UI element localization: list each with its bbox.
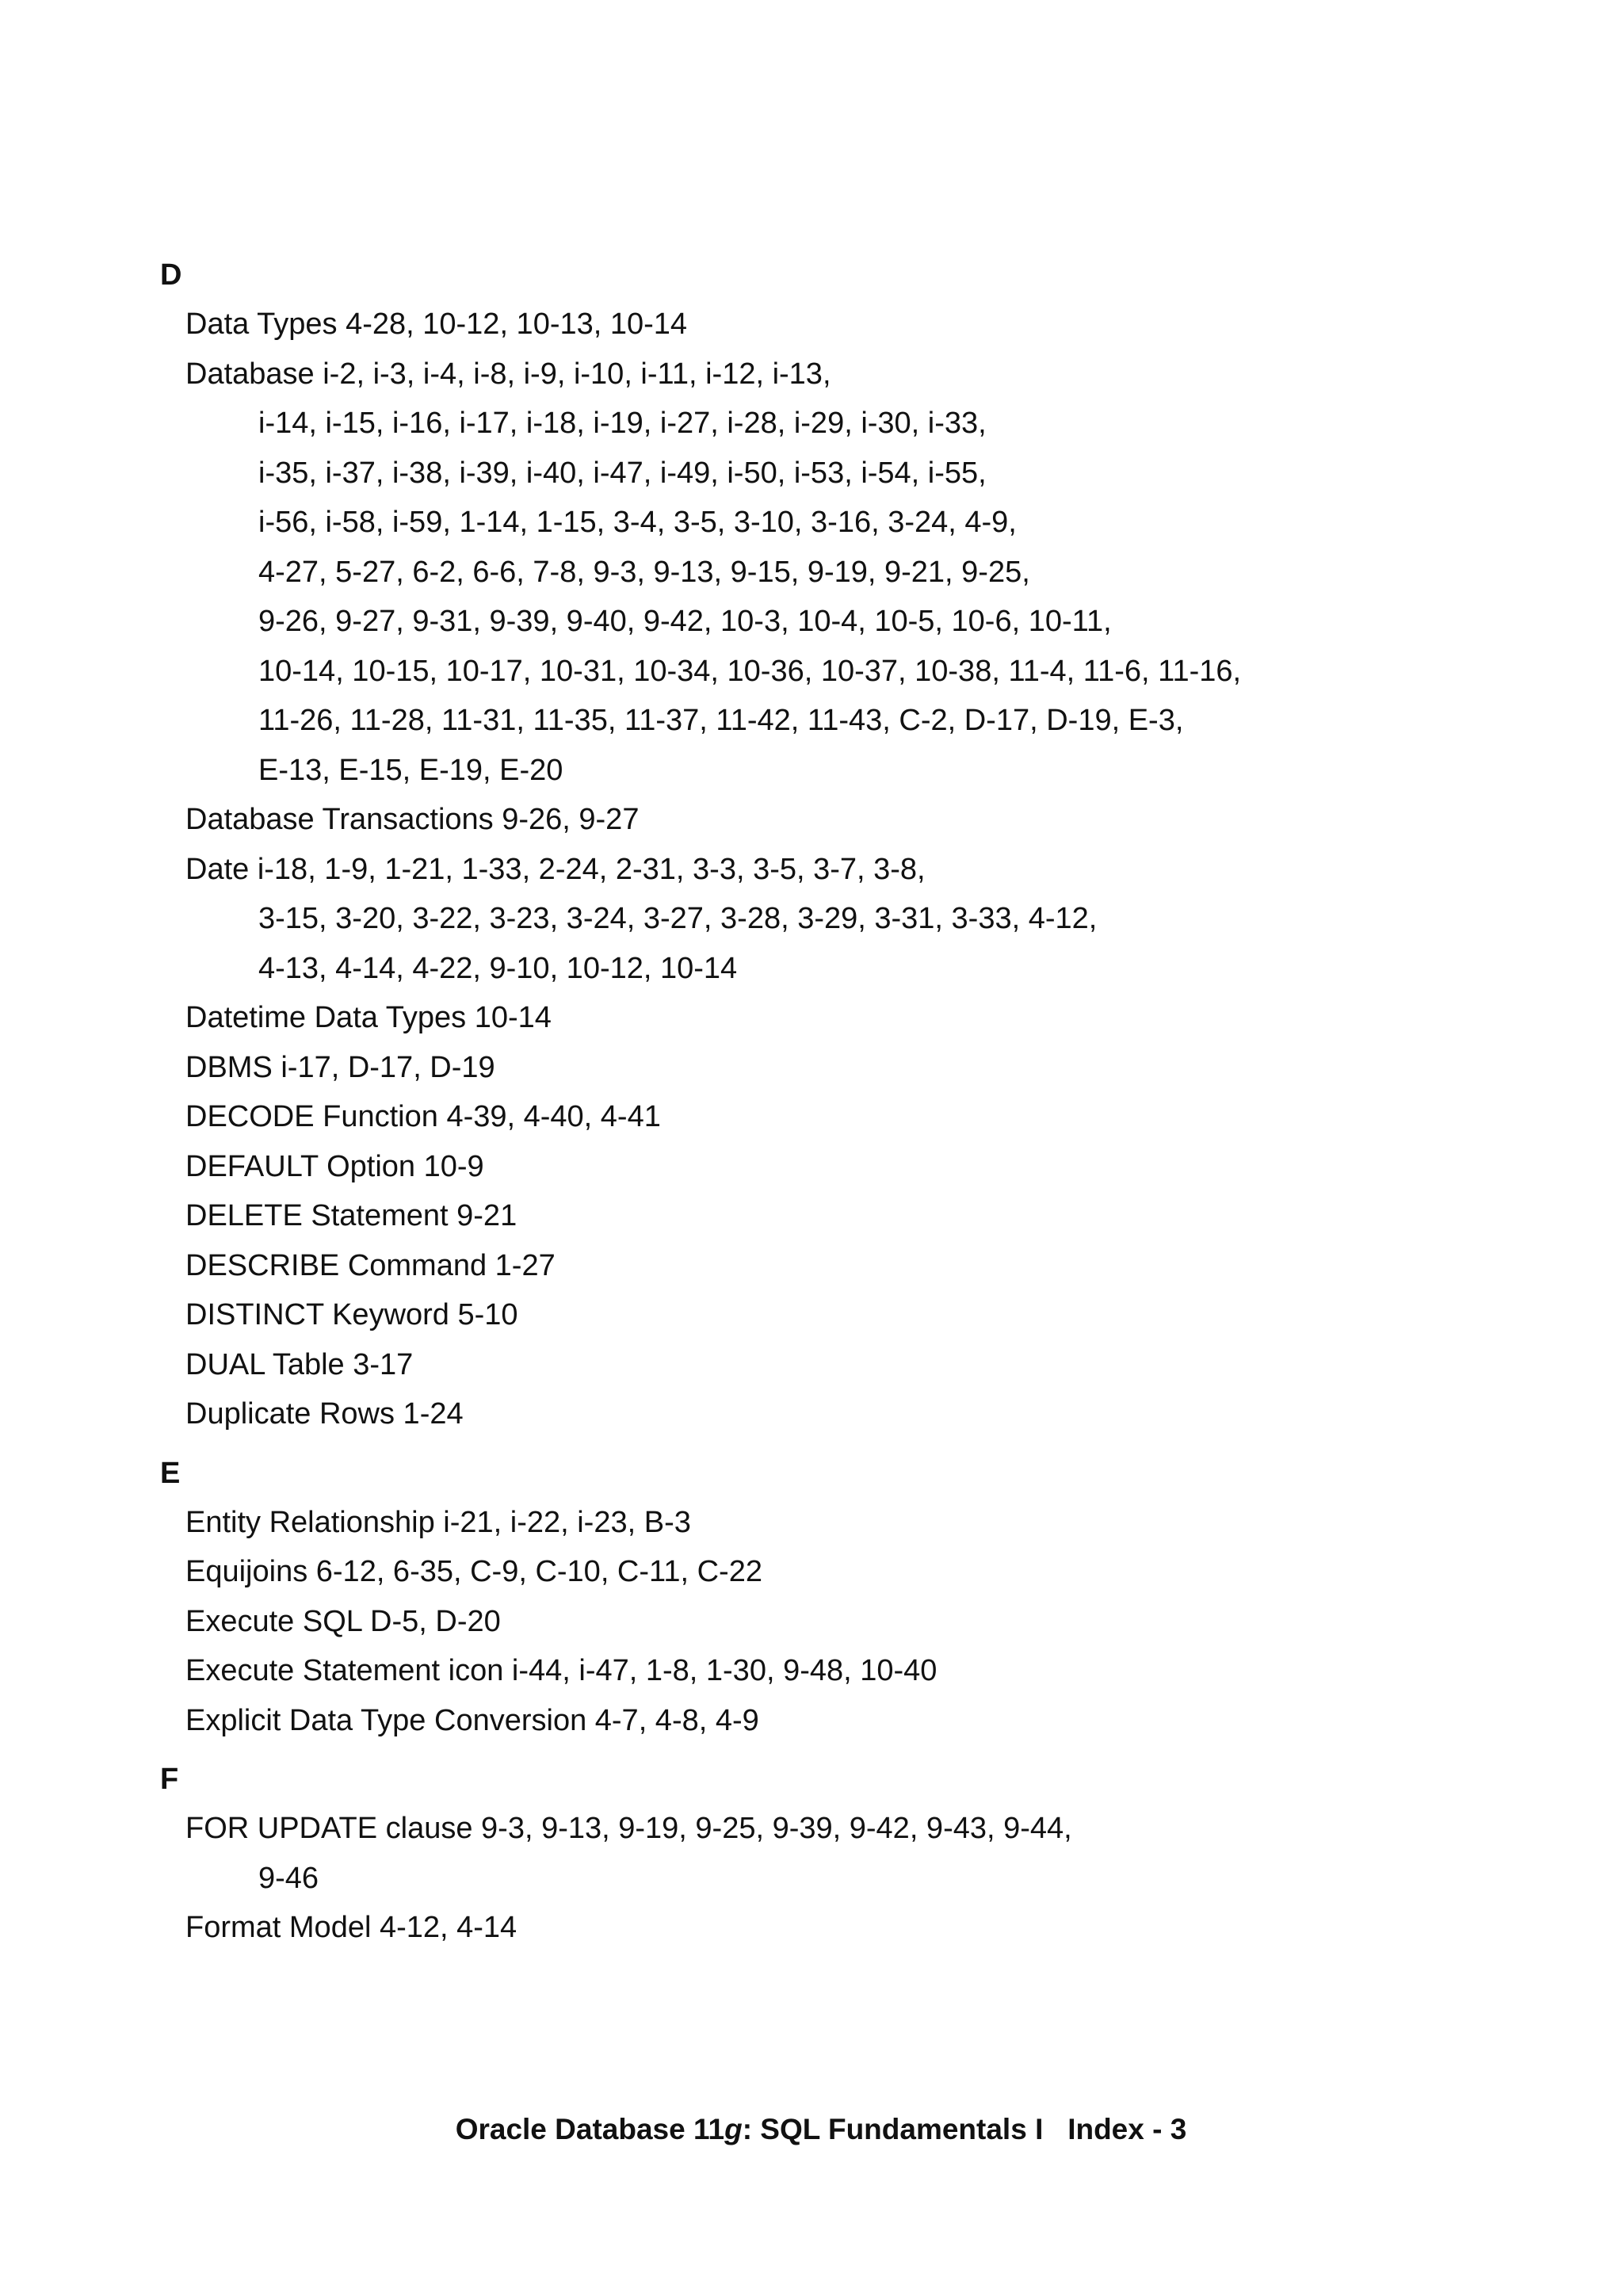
entry-line: DELETE Statement 9-21 [185,1199,517,1232]
entry-line: Datetime Data Types 10-14 [185,1001,552,1034]
entry-line: DEFAULT Option 10-9 [185,1149,484,1183]
entry-continuation-line: 11-26, 11-28, 11-31, 11-35, 11-37, 11-42, 11-43, C-2, D-17, D-19, E-3, [258,704,1184,737]
index-entry [160,1903,1587,1953]
entry-continuation-line: i-14, i-15, i-16, i-17, i-18, i-19, i-27, i-28, i-29, i-30, i-33, [258,407,987,440]
index-entry [160,795,1587,845]
index-entry [160,1498,1587,1548]
index-entry [160,1241,1587,1291]
entry-line: Execute SQL D-5, D-20 [185,1604,501,1638]
entry-line: Explicit Data Type Conversion 4-7, 4-8, 4-9 [185,1703,759,1737]
index-entry [160,350,1587,796]
index-entry [160,1547,1587,1597]
entry-line: DESCRIBE Command 1-27 [185,1248,556,1282]
entry-line: Execute Statement icon i-44, i-47, 1-8, 1-30, 9-48, 10-40 [185,1654,938,1687]
index-entry [160,1646,1587,1696]
footer-title-prefix: Oracle Database 11 [455,2113,725,2145]
index-section [160,1449,1587,1746]
entry-continuation-line: i-35, i-37, i-38, i-39, i-40, i-47, i-49, i-50, i-53, i-54, i-55, [258,456,987,490]
index-entry [160,993,1587,1043]
footer-title-suffix: : SQL Fundamentals I [742,2113,1044,2145]
section-letter: D [160,258,182,292]
index-entry [160,300,1587,350]
index-content [160,250,1587,1953]
entry-continuation-line: 4-27, 5-27, 6-2, 6-6, 7-8, 9-3, 9-13, 9-15, 9-19, 9-21, 9-25, [258,555,1030,589]
footer-page-label: Index - 3 [1067,2113,1187,2145]
index-entry [160,1389,1587,1439]
index-entry [160,1597,1587,1647]
entry-line: Format Model 4-12, 4-14 [185,1911,517,1944]
entry-line: Date i-18, 1-9, 1-21, 1-33, 2-24, 2-31, 3-3, 3-5, 3-7, 3-8, [185,852,926,886]
index-entry [160,1191,1587,1241]
entry-continuation-line: 3-15, 3-20, 3-22, 3-23, 3-24, 3-27, 3-28, 3-29, 3-31, 3-33, 4-12, [258,902,1098,935]
entry-continuation-line: 9-26, 9-27, 9-31, 9-39, 9-40, 9-42, 10-3, 10-4, 10-5, 10-6, 10-11, [258,605,1112,638]
index-entry [160,1696,1587,1746]
entry-continuation-line: 4-13, 4-14, 4-22, 9-10, 10-12, 10-14 [258,951,738,985]
entry-line: Database Transactions 9-26, 9-27 [185,803,640,836]
index-section [160,1755,1587,1953]
index-entry [160,1340,1587,1390]
entry-line: Equijoins 6-12, 6-35, C-9, C-10, C-11, C-22 [185,1555,762,1588]
section-letter: F [160,1763,179,1796]
entry-line: DBMS i-17, D-17, D-19 [185,1050,495,1084]
entry-continuation-line: 9-46 [258,1861,319,1895]
footer-title-italic: g [724,2113,743,2145]
index-entry [160,1290,1587,1340]
entry-line: Entity Relationship i-21, i-22, i-23, B-3 [185,1505,691,1539]
index-entry [160,845,1587,994]
entry-line: Data Types 4-28, 10-12, 10-13, 10-14 [185,308,688,341]
entry-continuation-line: i-56, i-58, i-59, 1-14, 1-15, 3-4, 3-5, 3-10, 3-16, 3-24, 4-9, [258,506,1017,539]
entry-continuation-line: E-13, E-15, E-19, E-20 [258,753,563,787]
index-entry [160,1043,1587,1093]
entry-line: FOR UPDATE clause 9-3, 9-13, 9-19, 9-25, 9-39, 9-42, 9-43, 9-44, [185,1812,1072,1845]
index-section [160,250,1587,1439]
index-entry [160,1804,1587,1903]
entry-line: Database i-2, i-3, i-4, i-8, i-9, i-10, i-11, i-12, i-13, [185,357,831,391]
entry-line: DECODE Function 4-39, 4-40, 4-41 [185,1100,661,1133]
index-entry [160,1092,1587,1142]
section-letter: E [160,1456,181,1490]
index-entry [160,1142,1587,1192]
page-footer [0,2110,1623,2149]
entry-line: DISTINCT Keyword 5-10 [185,1298,518,1331]
entry-line: DUAL Table 3-17 [185,1347,414,1381]
entry-continuation-line: 10-14, 10-15, 10-17, 10-31, 10-34, 10-36, 10-37, 10-38, 11-4, 11-6, 11-16, [258,654,1242,688]
entry-line: Duplicate Rows 1-24 [185,1397,464,1431]
